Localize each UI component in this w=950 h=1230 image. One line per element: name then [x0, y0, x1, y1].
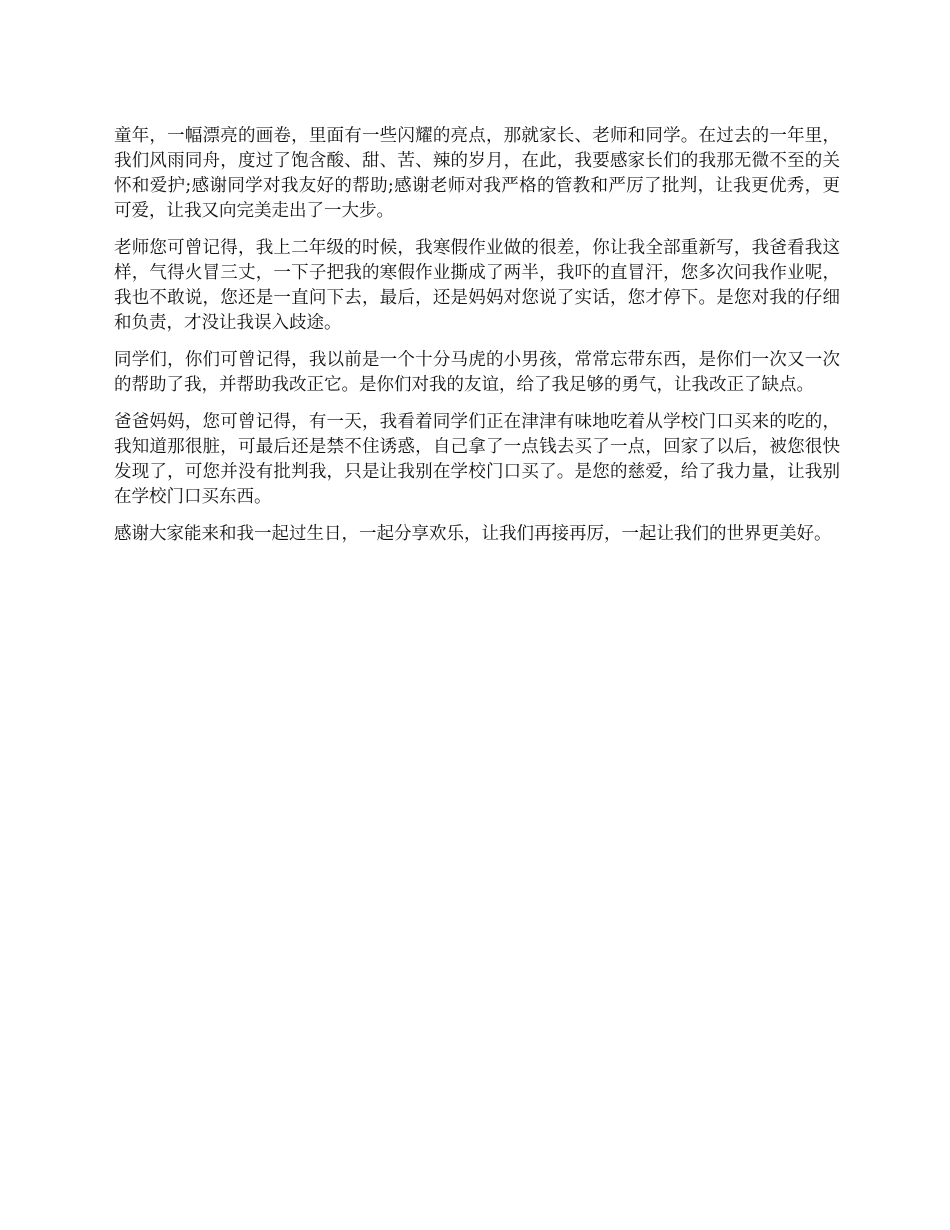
- document-body: [114, 124, 840, 559]
- paragraph-2: 老师您可曾记得，我上二年级的时候，我寒假作业做的很差，你让我全部重新写，我爸看我这样，气得火冒三丈，一下子把我的寒假作业撕成了两半，我吓的直冒汗，您多次问我作业呢，我也不敢说，您还是一直问下去，最后，还是妈妈对您说了实话，您才停下。是您对我的仔细和负责，才没让我误入歧途。: [114, 238, 840, 333]
- paragraph-4: 爸爸妈妈，您可曾记得，有一天，我看着同学们正在津津有味地吃着从学校门口买来的吃的，我知道那很脏，可最后还是禁不住诱惑，自己拿了一点钱去买了一点，回家了以后，被您很快发现了，可您并没有批判我，只是让我别在学校门口买了。是您的慈爱，给了我力量，让我别在学校门口买东西。: [114, 412, 840, 507]
- paragraph-1: 童年，一幅漂亮的画卷，里面有一些闪耀的亮点，那就家长、老师和同学。在过去的一年里，我们风雨同舟，度过了饱含酸、甜、苦、辣的岁月，在此，我要感家长们的我那无微不至的关怀和爱护;感谢同学对我友好的帮助;感谢老师对我严格的管教和严厉了批判，让我更优秀，更可爱，让我又向完美走出了一大步。: [114, 126, 840, 221]
- paragraph-3: 同学们，你们可曾记得，我以前是一个十分马虎的小男孩，常常忘带东西，是你们一次又一次的帮助了我，并帮助我改正它。是你们对我的友谊，给了我足够的勇气，让我改正了缺点。: [114, 350, 840, 395]
- paragraph-5: 感谢大家能来和我一起过生日，一起分享欢乐，让我们再接再厉，一起让我们的世界更美好。: [114, 524, 832, 544]
